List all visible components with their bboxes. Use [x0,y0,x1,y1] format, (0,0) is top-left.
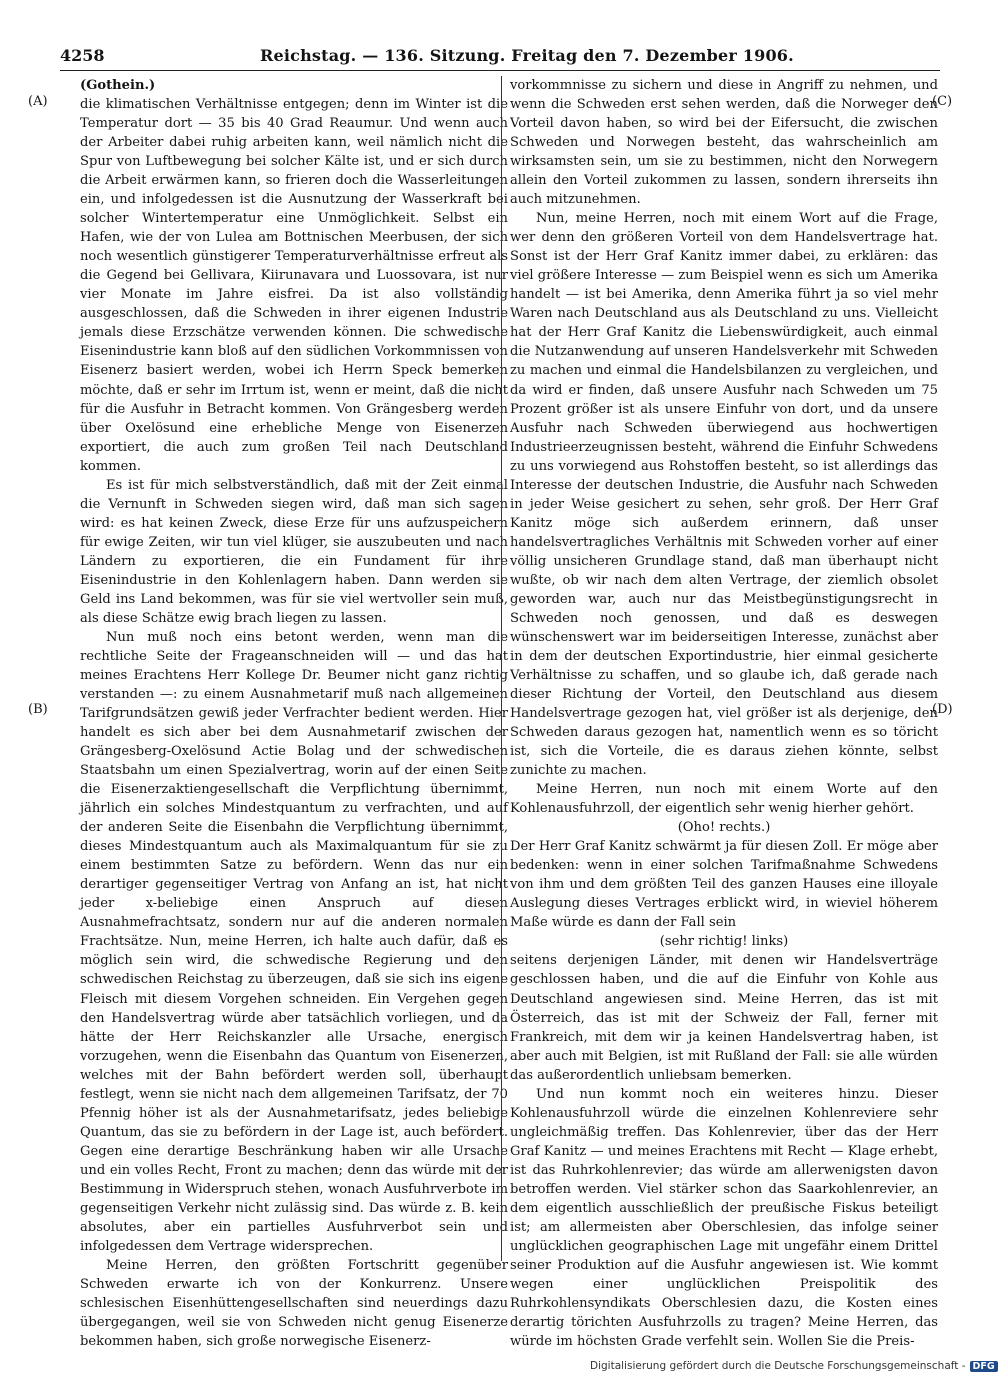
margin-marker-a: (A) [28,94,48,109]
dfg-logo-icon: DFG [970,1361,998,1372]
paragraph: Meine Herren, den größten Fortschritt gegenüber Schweden erwarte ich von der Konkurrenz. Unsere schlesischen Eisenhüttengesellschaften sind neuerdings dazu übergegangen, weil sie von Schweden nicht genug Eisenerze bekommen haben, sich große norwegische Eisenerz- [80,1257,508,1350]
paragraph: vorkommnisse zu sichern und diese in Angriff zu nehmen, und wenn die Schweden erst sehen werden, daß die Norweger den Vorteil davon haben, so wird bei der Eifersucht, die zwischen Schweden und Norwegen besteht, das wahrscheinlich am wirksamsten sein, um sie zu bestimmen, nicht den Norwegern allein den Vorteil zukommen zu lassen, sondern ihrerseits ihn auch mitzunehmen. [510,78,938,208]
left-column [80,76,508,1351]
margin-marker-c: (C) [932,94,953,109]
paragraph: Meine Herren, nun noch mit einem Worte auf den Kohlenausfuhrzoll, der eigentlich sehr wenig hierher gehört. [510,782,938,817]
column-divider [501,76,502,1261]
right-column [510,76,938,1351]
margin-marker-d: (D) [932,702,953,717]
digitization-footer [590,1360,995,1376]
paragraph: Nun, meine Herren, noch mit einem Wort auf die Frage, wer denn den größeren Vorteil von dem Handelsvertrage hat. Sonst ist der Herr Graf Kanitz immer dabei, zu erklären: das viel größere Interesse — zum Beispiel wenn es sich um Amerika handelt — ist bei Amerika, denn Amerika führt ja so viel mehr Waren nach Deutschland aus als Deutschland zu uns. Vielleicht hat der Herr Graf Kanitz die Liebenswürdigkeit, auch einmal die Nutzanwendung auf unseren Handelsverkehr mit Schweden zu machen und einmal die Handelsbilanzen zu vergleichen, und da wird er finden, daß unsere Ausfuhr nach Schweden um 75 Prozent größer ist als unsere Einfuhr von dort, und da unsere Ausfuhr nach Schweden überwiegend aus hochwertigen Industrieerzeugnissen besteht, während die Einfuhr Schwedens zu uns vorwiegend aus Rohstoffen besteht, so ist allerdings das Interesse der deutschen Industrie, die Ausfuhr nach Schweden in jeder Weise gesichert zu sehen, sehr groß. Der Herr Graf Kanitz möge sich außerdem erinnern, daß unser handelsvertragliches Verhältnis mit Schweden vorher auf einer völlig unsicheren Grundlage stand, daß man überhaupt nicht wußte, ob wir nach dem alten Vertrage, der ziemlich obsolet geworden war, auch nur das Meistbegünstigungsrecht in Schweden noch genossen, und daß es deswegen wünschenswert war im beiderseitigen Interesse, zunächst aber in dem der deutschen Exportindustrie, hier einmal gesicherte Verhältnisse zu schaffen, und so glaube ich, daß gerade nach dieser Richtung der Vorteil, den Deutschland aus diesem Handelsvertrage gezogen hat, viel größer ist als derjenige, den Schweden daraus gezogen hat, namentlich wenn es so töricht ist, sich die Vorteile, die es daraus ziehen könnte, selbst zunichte zu machen. [510,211,938,779]
paragraph: die klimatischen Verhältnisse entgegen; denn im Winter ist die Temperatur dort — 35 bis 40 Grad Reaumur. Und wenn auch der Arbeiter dabei ruhig arbeiten kann, weil nämlich nicht die Spur von Luftbewegung bei solcher Kälte ist, und er sich durch die Arbeit erwärmen kann, so frieren doch die Wasserleitungen ein, und infolgedessen ist die Ausnutzung der Wasserkraft bei solcher Wintertemperatur eine Unmöglichkeit. Selbst ein Hafen, wie der von Lulea am Bottnischen Meerbusen, der sich noch wesentlich günstigerer Temperaturverhältnisse erfreut als die Gegend bei Gellivara, Kiirunavara und Luossovara, ist nur vier Monate im Jahre eisfrei. Da ist also vollständig ausgeschlossen, daß die Schweden in ihrer eigenen Industrie jemals diese Erzschätze verwenden können. Die schwedische Eisenindustrie kann bloß auf den südlichen Vorkommnissen von Eisenerz basiert werden, wobei ich Herrn Speck bemerken möchte, daß er sehr im Irrtum ist, wenn er meint, daß die nicht für die Ausfuhr in Betracht kommen. Von Grängesberg werden über Oxelösund eine erhebliche Menge von Eisenerzen exportiert, die auch zum großen Teil nach Deutschland kommen. [80,97,508,474]
interjection: (Oho! rechts.) [677,820,771,836]
margin-marker-b: (B) [28,702,48,717]
running-head: Reichstag. — 136. Sitzung. Freitag den 7. Dezember 1906. [260,46,794,65]
header-rule [60,70,940,71]
paragraph: seitens derjenigen Länder, mit denen wir Handelsverträge geschlossen haben, und die auf die Einfuhr von Kohle aus Deutschland angewiesen sind. Meine Herren, das ist mit Österreich, das ist mit der Schweiz der Fall, ferner mit Frankreich, mit dem wir ja keinen Handelsvertrag haben, ist aber auch mit Belgien, ist mit Rußland der Fall: sie alle würden das außerordentlich unliebsam bemerken. [510,953,938,1083]
page-header [60,46,940,68]
paragraph: Nun muß noch eins betont werden, wenn man die rechtliche Seite der Frageanschneiden will — und das hat meines Erachtens Herr Kollege Dr. Beumer nicht ganz richtig verstanden —: zu einem Ausnahmetarif muß nach allgemeinen Tarifgrundsätzen gewiß jeder Verfrachter bedient werden. Hier handelt es sich aber bei dem Ausnahmetarif zwischen der Grängesberg-Oxelösund Actie Bolag und der schwedischen Staatsbahn um einen Spezialvertrag, worin auf der einen Seite die Eisenerzaktiengesellschaft die Verpflichtung übernimmt, jährlich ein solches Mindestquantum zu verfrachten, und auf der anderen Seite die Eisenbahn die Verpflichtung übernimmt, dieses Mindestquantum auch als Maximalquantum für sie zu einem bestimmten Satze zu befördern. Wenn das nur ein derartiger gegenseitiger Vertrag von Anfang an ist, hat nicht jeder x-beliebige einen Anspruch auf diesen Ausnahmefrachtsatz, sondern nur auf die anderen normalen Frachtsätze. Nun, meine Herren, ich halte auch dafür, daß es möglich sein wird, die schwedische Regierung und den schwedischen Reichstag zu überzeugen, daß sie sich ins eigene Fleisch mit diesem Vorgehen schneiden. Ein Vergehen gegen den Handelsvertrag würde aber tatsächlich vorliegen, und da hätte der Herr Reichskanzler alle Ursache, energisch vorzugehen, wenn die Eisenbahn das Quantum von Eisenerzen, welches mit der Bahn befördert werden soll, überhaupt festlegt, wenn sie nicht nach dem allgemeinen Tarifsatz, der 70 Pfennig höher ist als der Ausnahmetarifsatz, jedes beliebige Quantum, das sie zu befördern in der Lage ist, auch befördert. Gegen eine derartige Beschränkung haben wir alle Ursache und ein volles Recht, Front zu machen; denn das würde mit der Bestimmung in Widerspruch stehen, wonach Ausfuhrverbote im gegenseitigen Verkehr nicht zulässig sind. Das würde z. B. kein absolutes, aber ein partielles Ausfuhrverbot sein und infolgedessen dem Vertrage widersprechen. [80,629,508,1254]
paragraph: Es ist für mich selbstverständlich, daß mit der Zeit einmal die Vernunft in Schweden siegen wird, daß man sich sagen wird: es hat keinen Zweck, diese Erze für uns aufzuspeichern für ewige Zeiten, wir tun viel klüger, sie auszubeuten und nach Ländern zu exportieren, die ein Fundament für ihre Eisenindustrie in den Kohlenlagern haben. Dann werden sie Geld ins Land bekommen, was für sie viel wertvoller sein muß, als diese Schätze ewig brach liegen zu lassen. [80,477,508,626]
interjection: (sehr richtig! links) [659,934,789,950]
footer-text: Digitalisierung gefördert durch die Deutsche Forschungsgemeinschaft - [590,1360,966,1372]
paragraph: Und nun kommt noch ein weiteres hinzu. Dieser Kohlenausfuhrzoll würde die einzelnen Kohlenreviere sehr ungleichmäßig treffen. Das Kohlenrevier, über das der Herr Graf Kanitz — und meines Erachtens mit Recht — Klage erhebt, ist das Ruhrkohlenrevier; das würde am allerwenigsten davon betroffen werden. Viel stärker schon das Saarkohlenrevier, an dem eigentlich ausschließlich der preußische Fiskus beteiligt ist; am allermeisten aber Oberschlesien, das infolge seiner unglücklichen geographischen Lage mit ungefähr einem Drittel seiner Produktion auf die Ausfuhr angewiesen ist. Wie kommt wegen einer unglücklichen Preispolitik des Ruhrkohlensyndikats Oberschlesien dazu, die Kosten eines derartig törichten Ausfuhrzolls zu tragen? Meine Herren, das würde im höchsten Grade verfehlt sein. Wollen Sie die Preis- [510,1086,938,1350]
page-number: 4258 [60,46,105,65]
speaker-name: (Gothein.) [80,78,156,93]
paragraph: Der Herr Graf Kanitz schwärmt ja für diesen Zoll. Er möge aber bedenken: wenn in einer solchen Tarifmaßnahme Schwedens von ihm und dem größten Teil des ganzen Hauses eine illoyale Auslegung dieses Vertrages erblickt wird, in wieviel höherem Maße würde es dann der Fall sein [510,839,938,931]
